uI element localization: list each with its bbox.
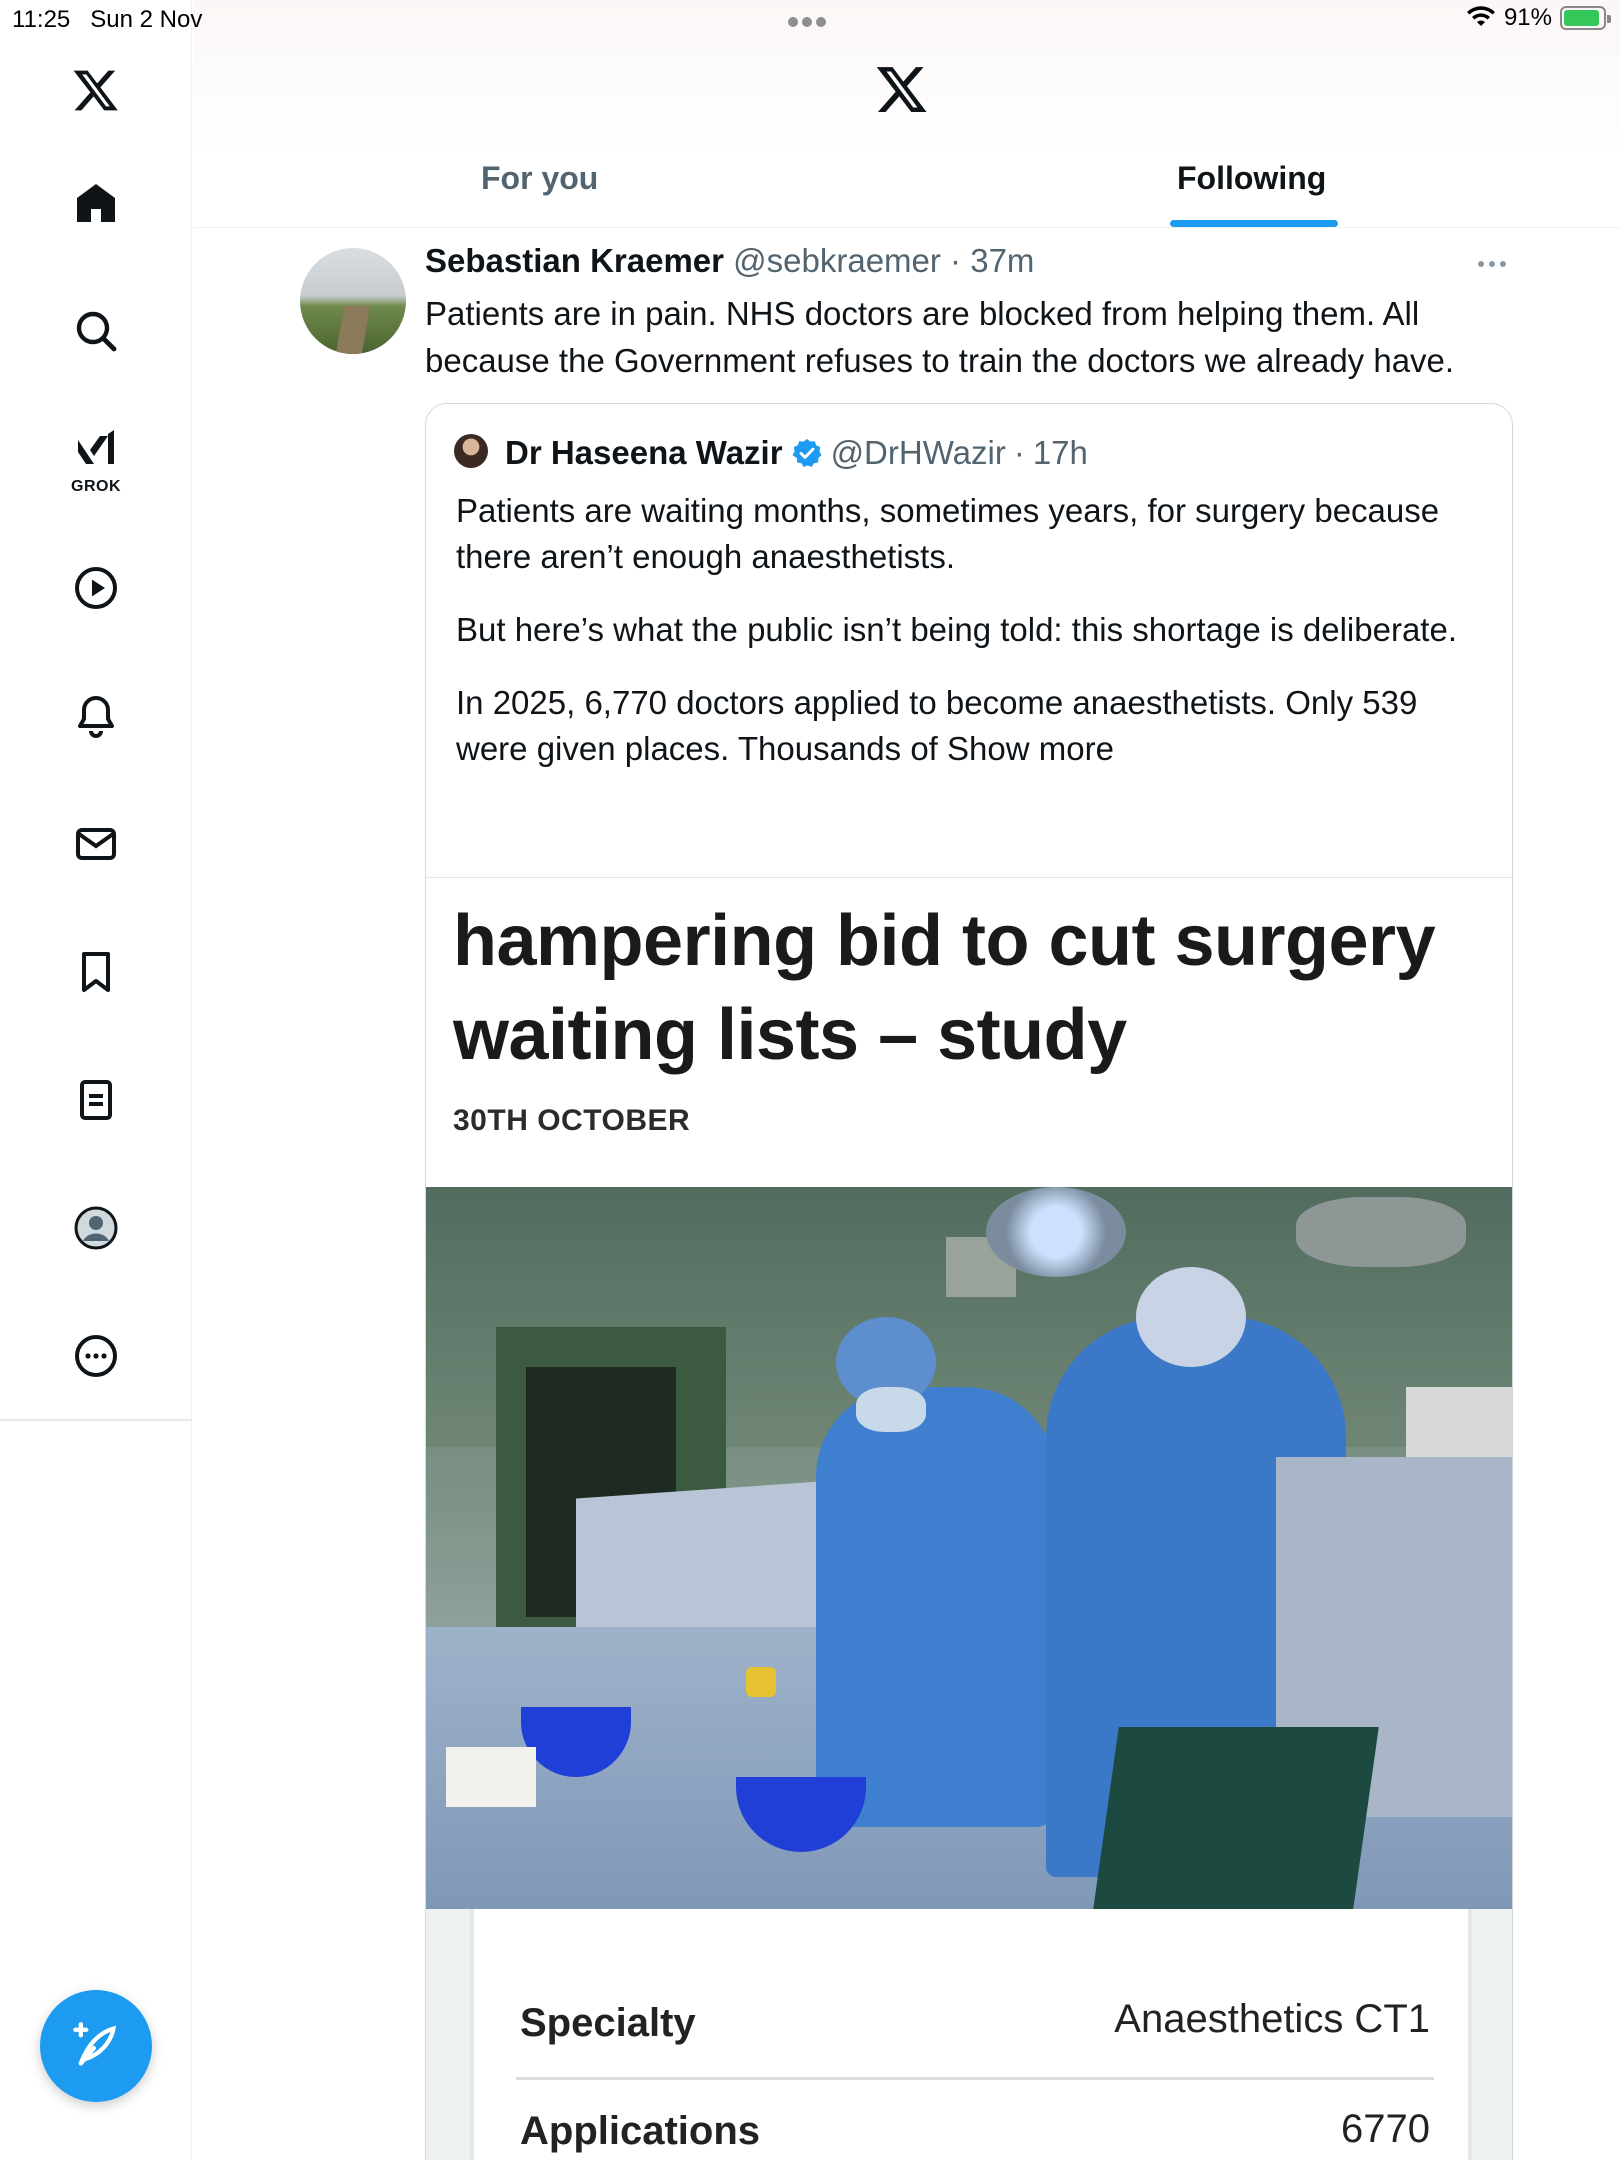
headline-line: hampering bid to cut surgery [453,901,1436,981]
battery-icon [1560,6,1606,30]
status-bar [0,0,1620,40]
wifi-icon [1466,6,1496,30]
article-date: 30TH OCTOBER [453,1104,691,1137]
quote-author-handle[interactable]: @DrHWazir [830,434,1006,471]
x-logo-icon [72,66,120,114]
table-label: Specialty [520,2001,696,2045]
sidebar-item-home[interactable] [60,167,132,239]
compose-feather-icon [70,2020,122,2072]
tweet-time[interactable]: 37m [970,242,1035,279]
quote-avatar[interactable] [454,434,488,468]
article-headline [453,894,1503,1082]
search-icon [72,307,120,355]
table-value: 6770 [1341,2107,1430,2151]
active-tab-indicator [1170,220,1338,227]
verified-badge-icon [791,437,823,469]
home-icon [72,179,120,227]
headline-line: waiting lists – study [453,995,1127,1075]
author-name[interactable]: Sebastian Kraemer [425,242,724,279]
grok-icon [72,426,120,474]
author-handle[interactable]: @sebkraemer [733,242,941,279]
tweet-header: Sebastian Kraemer @sebkraemer · 37m [425,242,1035,279]
table-value: Anaesthetics CT1 [1114,1997,1430,2041]
status-time: 11:25 Sun 2 Nov [12,6,203,33]
quote-time[interactable]: 17h [1032,434,1088,471]
table-divider [516,2077,1434,2080]
sidebar [0,0,192,2160]
tweet-text: Patients are in pain. NHS doctors are blocked from helping them. All because the Government refuses to train the doctors we already have. [425,295,1455,379]
quote-header: Dr Haseena Wazir @DrHWazir · 17h [505,434,1088,471]
sidebar-item-messages[interactable] [60,808,132,880]
sidebar-item-video[interactable] [60,552,132,624]
quote-paragraph[interactable]: In 2025, 6,770 doctors applied to become anaesthetists. Only 539 were given places. Thousands of Show more [456,684,1418,767]
sidebar-divider [0,1419,192,1421]
multitasking-dots[interactable] [788,14,832,26]
tab-for-you[interactable]: For you [481,160,599,196]
more-icon [72,1332,120,1380]
sidebar-item-x-logo[interactable] [60,54,132,126]
compose-button[interactable] [40,1990,152,2102]
battery-percent: 91% [1503,4,1552,31]
x-logo-icon[interactable] [875,62,929,116]
grok-label: GROK [71,478,121,495]
sidebar-item-grok[interactable] [60,414,132,486]
tab-following[interactable]: Following [1177,160,1327,196]
table-label: Applications [520,2109,761,2153]
quote-tweet-card[interactable] [425,403,1513,2160]
sidebar-item-profile[interactable] [60,1192,132,1264]
bell-icon [72,692,120,740]
quote-paragraph: But here’s what the public isn’t being told: this shortage is deliberate. [456,611,1457,648]
list-icon [72,1076,120,1124]
quote-text [456,488,1486,799]
sidebar-item-search[interactable] [60,295,132,367]
sidebar-item-more[interactable] [60,1320,132,1392]
sidebar-item-notifications[interactable] [60,680,132,752]
profile-icon [72,1204,120,1252]
quote-author-name[interactable]: Dr Haseena Wazir [505,434,783,471]
applications-table [470,1909,1472,2160]
sidebar-item-bookmarks[interactable] [60,936,132,1008]
mail-icon [72,820,120,868]
video-play-icon [72,564,120,612]
quote-paragraph: Patients are waiting months, sometimes years, for surgery because there aren’t enough anaesthetists. [456,492,1440,575]
quote-divider [426,877,1513,878]
more-options-icon[interactable] [1478,254,1514,266]
surgery-photo[interactable] [426,1187,1513,1909]
bookmark-icon [72,948,120,996]
avatar[interactable] [300,248,406,354]
sidebar-item-lists[interactable] [60,1064,132,1136]
status-right [1466,4,1606,32]
